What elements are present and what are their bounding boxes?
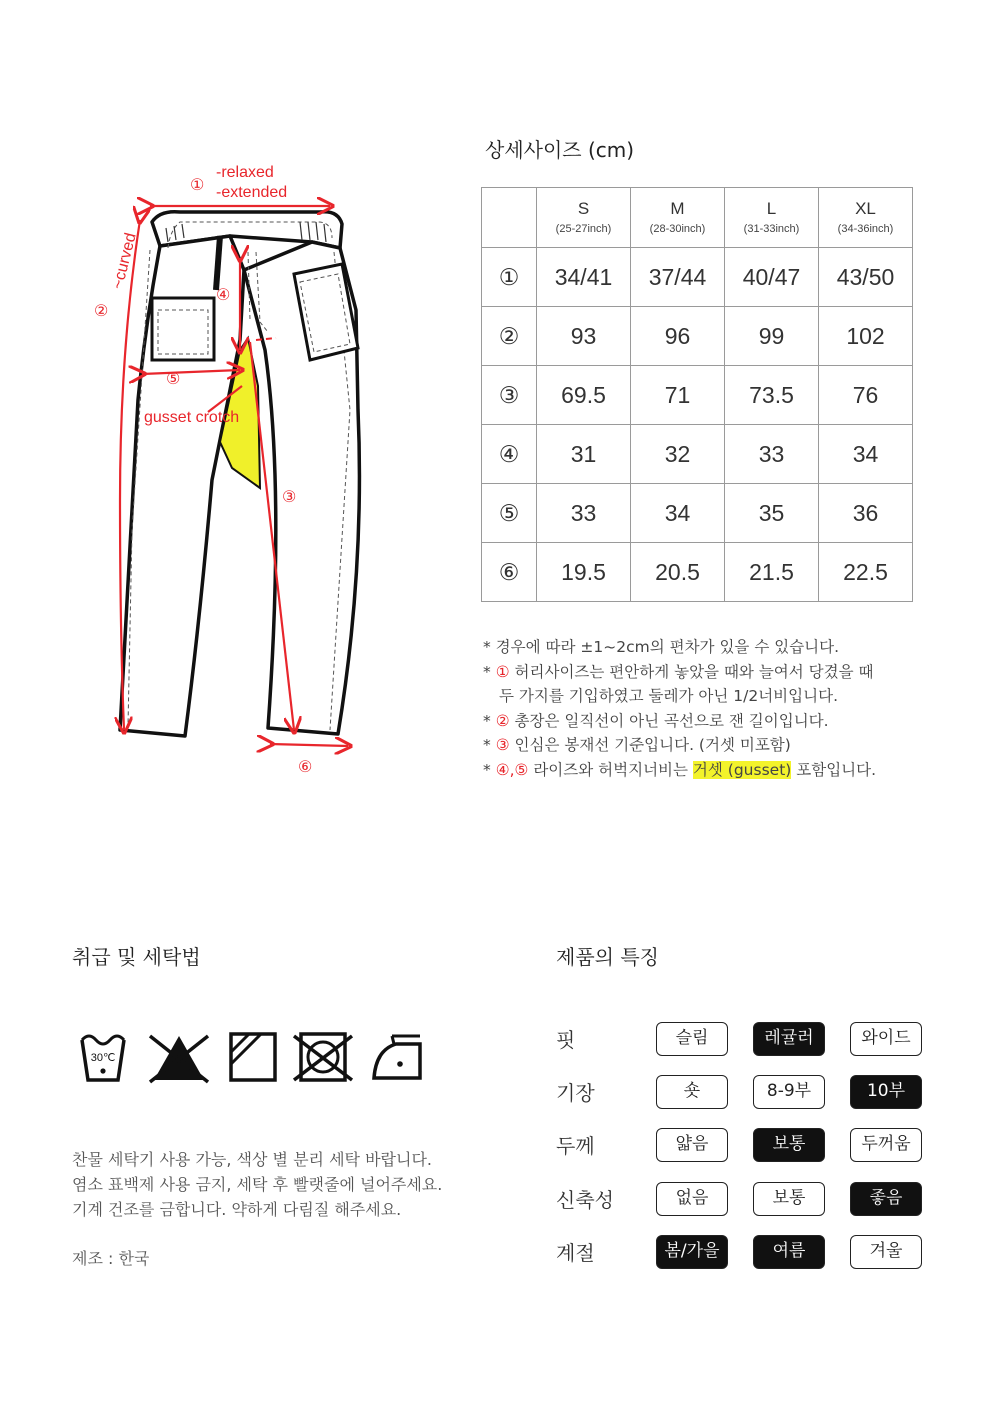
table-row (482, 248, 913, 307)
table-cell: 33 (725, 425, 819, 484)
season-option-summer: 여름 (753, 1235, 825, 1269)
feature-label: 계절 (556, 1241, 595, 1265)
table-cell: 33 (537, 484, 631, 543)
note-bullet: * (483, 711, 496, 730)
note-bullet: * (483, 662, 496, 681)
care-instructions (72, 1147, 442, 1222)
size-range: (25-27inch) (555, 222, 612, 235)
size-range: (34-36inch) (837, 222, 894, 235)
note-text: 허리사이즈는 편안하게 놓았을 때와 늘여서 당겼을 때 (509, 662, 874, 681)
season-option-winter: 겨울 (850, 1235, 922, 1269)
note-text: * 경우에 따라 ±1~2cm의 편차가 있을 수 있습니다. (483, 638, 840, 656)
inseam-number: ③ (282, 489, 297, 506)
row-number: ④ (482, 425, 537, 484)
size-label: S (577, 198, 590, 218)
origin-label: 제조 : 한국 (72, 1249, 150, 1268)
table-cell: 21.5 (725, 543, 819, 602)
feature-row-fit (556, 1020, 936, 1060)
waist-extended-label: -extended (216, 184, 288, 201)
no-bleach-icon (146, 1030, 212, 1084)
care-line: 찬물 세탁기 사용 가능, 색상 별 분리 세탁 바랍니다. (72, 1150, 432, 1169)
thigh-number: ⑤ (166, 371, 181, 388)
table-cell: 102 (819, 307, 913, 366)
table-cell: 20.5 (631, 543, 725, 602)
care-icons (78, 1030, 438, 1086)
size-header-m (631, 188, 725, 248)
table-cell: 96 (631, 307, 725, 366)
note-bullet: * (483, 760, 496, 779)
table-cell: 37/44 (631, 248, 725, 307)
length-number: ② (94, 303, 109, 320)
thickness-option-thin: 얇음 (656, 1128, 728, 1162)
length-option-cropped: 8-9부 (753, 1075, 825, 1109)
fit-option-regular: 레귤러 (753, 1022, 825, 1056)
table-cell: 36 (819, 484, 913, 543)
table-row (482, 543, 913, 602)
note-line (483, 635, 993, 660)
header-empty-cell (482, 188, 537, 248)
table-cell: 34/41 (537, 248, 631, 307)
table-cell: 71 (631, 366, 725, 425)
season-option-spring-fall: 봄/가을 (656, 1235, 728, 1269)
fit-option-wide: 와이드 (850, 1022, 922, 1056)
features-section-title: 제품의 특징 (556, 945, 659, 969)
table-cell: 32 (631, 425, 725, 484)
row-number: ③ (482, 366, 537, 425)
note-bullet: * (483, 736, 496, 754)
feature-label: 신축성 (556, 1188, 614, 1212)
table-row (482, 307, 913, 366)
table-cell: 19.5 (537, 543, 631, 602)
shade-dry-icon (228, 1030, 278, 1084)
size-header-s (537, 188, 631, 248)
feature-label: 두께 (556, 1134, 595, 1158)
note-text: 라이즈와 허벅지너비는 (528, 760, 693, 779)
pants-measurement-diagram (80, 150, 480, 790)
table-cell: 99 (725, 307, 819, 366)
stretch-option-normal: 보통 (753, 1182, 825, 1216)
length-option-full: 10부 (850, 1075, 922, 1109)
feature-row-stretch (556, 1180, 936, 1220)
rise-number: ④ (216, 287, 231, 304)
table-row (482, 366, 913, 425)
feature-row-thickness (556, 1126, 936, 1166)
note-text: 총장은 일직선이 아닌 곡선으로 잰 길이입니다. (509, 711, 829, 730)
table-cell: 73.5 (725, 366, 819, 425)
row-number: ⑤ (482, 484, 537, 543)
size-header-l (725, 188, 819, 248)
row-number: ⑥ (482, 543, 537, 602)
feature-row-length (556, 1073, 936, 1113)
table-cell: 43/50 (819, 248, 913, 307)
size-table-title: 상세사이즈 (cm) (485, 138, 635, 162)
note-line (483, 733, 993, 758)
stretch-option-none: 없음 (656, 1182, 728, 1216)
note-number: ① (495, 662, 510, 681)
feature-label: 기장 (556, 1081, 595, 1105)
table-cell: 35 (725, 484, 819, 543)
stretch-option-good: 좋음 (850, 1182, 922, 1216)
waist-relaxed-label: -relaxed (216, 164, 274, 181)
note-line (483, 758, 993, 783)
size-header-xl (819, 188, 913, 248)
note-number: ③ (495, 736, 510, 754)
wash-temp-label: 30℃ (90, 1052, 116, 1064)
note-text: 인심은 봉재선 기준입니다. (거셋 미포함) (509, 736, 791, 754)
note-line (483, 660, 993, 685)
row-number: ① (482, 248, 537, 307)
table-row (482, 425, 913, 484)
table-cell: 93 (537, 307, 631, 366)
size-range: (28-30inch) (649, 222, 706, 235)
fit-option-slim: 슬림 (656, 1022, 728, 1056)
table-cell: 40/47 (725, 248, 819, 307)
feature-label: 핏 (556, 1028, 576, 1052)
table-row (482, 484, 913, 543)
table-cell: 22.5 (819, 543, 913, 602)
length-curved-label: ~curved (109, 231, 140, 291)
row-number: ② (482, 307, 537, 366)
table-cell: 34 (631, 484, 725, 543)
thickness-option-normal: 보통 (753, 1128, 825, 1162)
note-text: 포함입니다. (791, 760, 877, 779)
note-line (483, 709, 993, 734)
hem-number: ⑥ (298, 759, 313, 776)
note-text: 두 가지를 기입하였고 둘레가 아닌 1/2너비입니다. (499, 687, 838, 705)
care-line: 염소 표백제 사용 금지, 세탁 후 빨랫줄에 널어주세요. (72, 1175, 443, 1194)
note-number: ④,⑤ (495, 760, 529, 779)
care-line: 기계 건조를 금합니다. 약하게 다림질 해주세요. (72, 1200, 402, 1219)
length-option-short: 숏 (656, 1075, 728, 1109)
size-table (481, 187, 913, 602)
wash-30c-icon (78, 1030, 128, 1084)
size-label: M (670, 198, 685, 218)
thickness-option-thick: 두꺼움 (850, 1128, 922, 1162)
table-cell: 76 (819, 366, 913, 425)
waist-number: ① (190, 177, 205, 194)
size-notes (483, 635, 993, 782)
care-section-title: 취급 및 세탁법 (72, 945, 201, 969)
no-tumble-dry-icon (292, 1030, 354, 1084)
gusset-highlight: 거셋 (gusset) (692, 760, 792, 779)
table-cell: 31 (537, 425, 631, 484)
table-cell: 69.5 (537, 366, 631, 425)
size-range: (31-33inch) (743, 222, 800, 235)
low-iron-icon (370, 1030, 426, 1084)
size-label: L (766, 198, 777, 218)
gusset-label: gusset crotch (144, 409, 240, 426)
size-header-row (482, 188, 913, 248)
table-cell: 34 (819, 425, 913, 484)
note-line (483, 684, 993, 709)
feature-row-season (556, 1233, 936, 1273)
size-label: XL (855, 198, 876, 218)
drawstring (216, 236, 220, 290)
note-number: ② (495, 711, 510, 730)
